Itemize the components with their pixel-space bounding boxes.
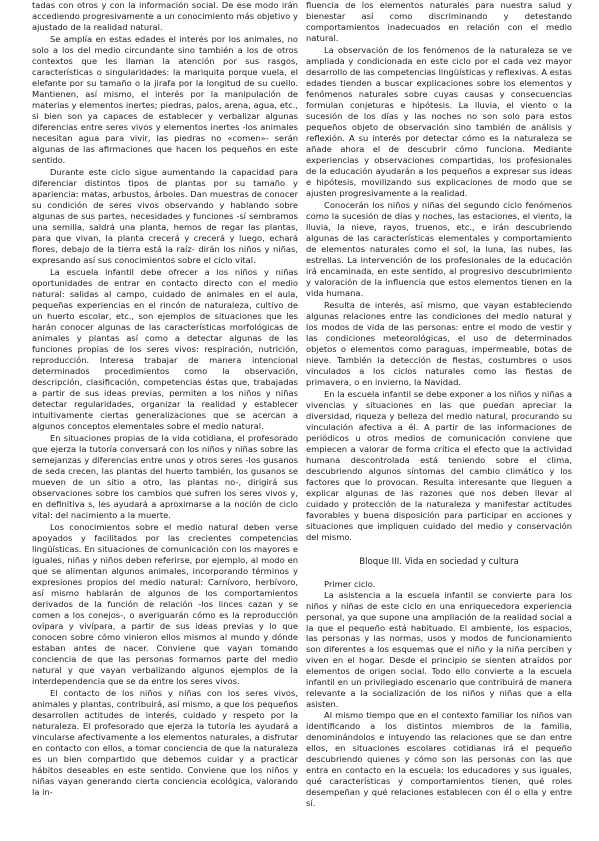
right-column xyxy=(306,0,572,841)
paragraph: En situaciones propias de la vida cotidiana, el profesorado que ejerza la tutoría conversará con los niños y niñas sobre las semejanzas y diferencias entre unos y otros seres -los gusanos de seda crecen, las plantas del huerto también, los gusanos se mueven de un sitio a otro, las plantas no-, dirigirá sus observaciones sobre los cambios que sufren los seres vivos y, en definitiva s, les ayudará a aproximarse a la noción de ciclo vital: del nacimiento a la muerte. xyxy=(32,433,298,520)
paragraph: tadas con otros y con la información social. De ese modo irán accediendo progresivamente a un conocimiento más objetivo y ajustado de la realidad natural. xyxy=(32,0,298,32)
paragraph: Conocerán los niños y niñas del segundo ciclo fenómenos como la sucesión de días y noches, las estaciones, el viento, la lluvia, la nieve, rayos, truenos, etc., e irán descubriendo algunas de las características elementales y comportamiento de elementos naturales como el sol, la luna, las nubes, las estrellas. La intervención de los profesionales de la educación irá encaminada, en este sentido, al progresivo descubrimiento y valoración de la influencia que estos elementos tienen en la vida humana. xyxy=(306,200,572,298)
paragraph: fluencia de los elementos naturales para nuestra salud y bienestar así como discriminando y detestando comportamientos inadecuados en relación con el medio natural. xyxy=(306,0,572,43)
paragraph: Se amplía en estas edades el interés por los animales, no solo a los del medio circundante sino también a los de otros contextos que les llaman la atención por sus rasgos, características o singularidades: la mariquita porque vuela, el elefante por su tamaño o la jirafa por la longitud de su cuello. Mantienen, así mismo, el interés por la manipulación de materias y elementos inertes; piedras, palos, arena, agua, etc., si bien son ya capaces de establecer y verbalizar algunas diferencias entre seres vivos y elementos inertes -los animales necesitan agua para vivir, las piedras no «comen»- serán algunas de las afirmaciones que hacen los pequeños en este sentido. xyxy=(32,34,298,165)
left-column xyxy=(32,0,298,841)
subsection-label: Primer ciclo. xyxy=(324,578,376,589)
paragraph: La escuela infantil debe ofrecer a los niños y niñas oportunidades de entrar en contacto directo con el medio natural: salidas al campo, cuidado de animales en el aula, pequeñas experiencias en el rincón de naturaleza, cultivo de un huerto escolar, etc., son ejemplos de situaciones que les harán conocer algunas de las características morfológicas de animales y plantas así como a detectar algunas de las funciones propias de los seres vivos: respiración, nutrición, reproducción. Interesa trabajar de manera intencional determinados procedimientos como la observación, descripción, clasificación, competencias éstas que, trabajadas a partir de sus ideas previas, permiten a los niños y niñas detectar regularidades, organizar la realidad y establecer intuitivamente ciertas generalizaciones que se acercan a algunos conceptos elementales sobre el medio natural. xyxy=(32,267,298,431)
two-column-layout xyxy=(32,0,572,841)
paragraph: La asistencia a la escuela infantil se convierte para los niños y niñas de este ciclo en una enriquecedora experiencia personal, ya que supone una ampliación de la realidad social a la que el pequeño está habituado. El ambiente, los espacios, las personas y las normas, usos y modos de funcionamiento son diferentes a los esquemas que el niño y la niña perciben y viven en el hogar. Desde el principio se sienten atraídos por elementos de origen social. Todo ello convierte a la escuela infantil en un privilegiado escenario que contribuirá de manera relevante a la socialización de los niños y niñas que a ella asisten. xyxy=(306,589,572,710)
section-heading: Bloque III. Vida en sociedad y cultura xyxy=(359,556,519,567)
paragraph: El contacto de los niños y niñas con los seres vivos, animales y plantas, contribuirá, así mismo, a que los pequeños desarrollen actitudes de interés, cuidado y respeto por la naturaleza. El profesorado que ejerza la tutoría les ayudará a vincularse afectivamente a los elementos naturales, a disfrutar en contacto con ellos, a tomar conciencia de que la naturaleza es un bien compartido que debemos cuidar y a practicar hábitos deseables en este sentido. Conviene que los niños y niñas vayan generando cierta conciencia ecológica, valorando la in- xyxy=(32,688,298,797)
paragraph: En la escuela infantil se debe exponer a los niños y niñas a vivencias y situaciones en las que puedan apreciar la diversidad, riqueza y belleza del medio natural, procurando su vinculación afectiva a él. A partir de las informaciones de periódicos u otros medios de comunicación conviene que empiecen a valorar de forma crítica el efecto que la actividad humana descontrolada está teniendo sobre el clima, descubriendo algunos síntomas del cambio climático y los factores que lo provocan. Resulta interesante que lleguen a explicar algunas de las razones que nos deben llevar al cuidado y protección de la naturaleza y manifestar actitudes favorables y buena disposición para participar en acciones y situaciones que impliquen cuidado del medio y conservación del mismo. xyxy=(306,389,572,542)
paragraph: Los conocimientos sobre el medio natural deben verse apoyados y facilitados por las crecientes competencias lingüísticas. En situaciones de comunicación con los mayores e iguales, niñas y niños deben referirse, por ejemplo, al modo en que se alimentan algunos animales, incorporando términos y expresiones propios del medio natural: Carnívoro, herbívoro, así mismo hablarán de algunos de los comportamientos derivados de la función de relación -los linces cazan y se comen a los conejos-, o averiguarán cómo es la reproducción ovípara y vivípara, a partir de sus ideas previas y lo que conocen sobre cómo vinieron ellos mismos al mundo y dónde estaban antes de nacer. Conviene que vayan tomando conciencia de que las personas formamos parte del medio natural y que vayan verbalizando algunos ejemplos de la interdependencia que se da entre los seres vivos. xyxy=(32,522,298,686)
paragraph: Durante este ciclo sigue aumentando la capacidad para diferenciar distintos tipos de plantas por su tamaño y apariencia: matas, arbustos, árboles. Dan muestras de conocer su condición de seres vivos observando y hablando sobre algunas de sus partes, necesidades y funciones -sí sembramos una semilla, saldrá una planta, hemos de regar las plantas, para que vivan, la planta crecerá y crecerá y luego, echará flores, debajo de la tierra está la raíz- dirán los niños y niñas, expresando así sus conocimientos sobre el ciclo vital. xyxy=(32,167,298,265)
paragraph: Al mismo tiempo que en el contexto familiar los niños van identificando a los distintos miembros de la familia, denominándolos e intuyendo las relaciones que se dan entre ellos, en situaciones escolares cotidianas irá el pequeño descubriendo quienes y cómo son las personas con las que entra en contacto en la escuela: los educadores y sus iguales, qué características y comportamientos tienen, qué roles desempeñan y qué relaciones establecen con él o ella y entre sí. xyxy=(306,710,572,808)
paragraph: La observación de los fenómenos de la naturaleza se ve ampliada y condicionada en este ciclo por el cada vez mayor desarrollo de las competencias lingüísticas y reflexivas. A estas edades tienden a buscar explicaciones sobre los elementos y fenómenos naturales sobre cuyas causas y consecuencias formulan conjeturas e hipótesis. La lluvia, el viento o la sucesión de los días y las noches no son solo para estos pequeños objeto de observación sino también de análisis y reflexión. A su interés por detectar cómo es la naturaleza se añade ahora el de descubrir cómo funciona. Mediante experiencias y observaciones compartidas, los profesionales de la educación ayudarán a los pequeños a expresar sus ideas e hipótesis, movilizando sus explicaciones de modo que se ajusten progresivamente a la realidad. xyxy=(306,45,572,198)
paragraph: Resulta de interés, así mismo, que vayan estableciendo algunas relaciones entre las condiciones del medio natural y los modos de vida de las personas: entre el modo de vestir y las condiciones meteorológicas, el uso de determinados objetos o elementos como paraguas, impermeable, botas de nieve. También la detección de fiestas, costumbres o usos vinculados a los ciclos naturales como las fiestas de primavera, o en invierno, la Navidad. xyxy=(306,300,572,387)
